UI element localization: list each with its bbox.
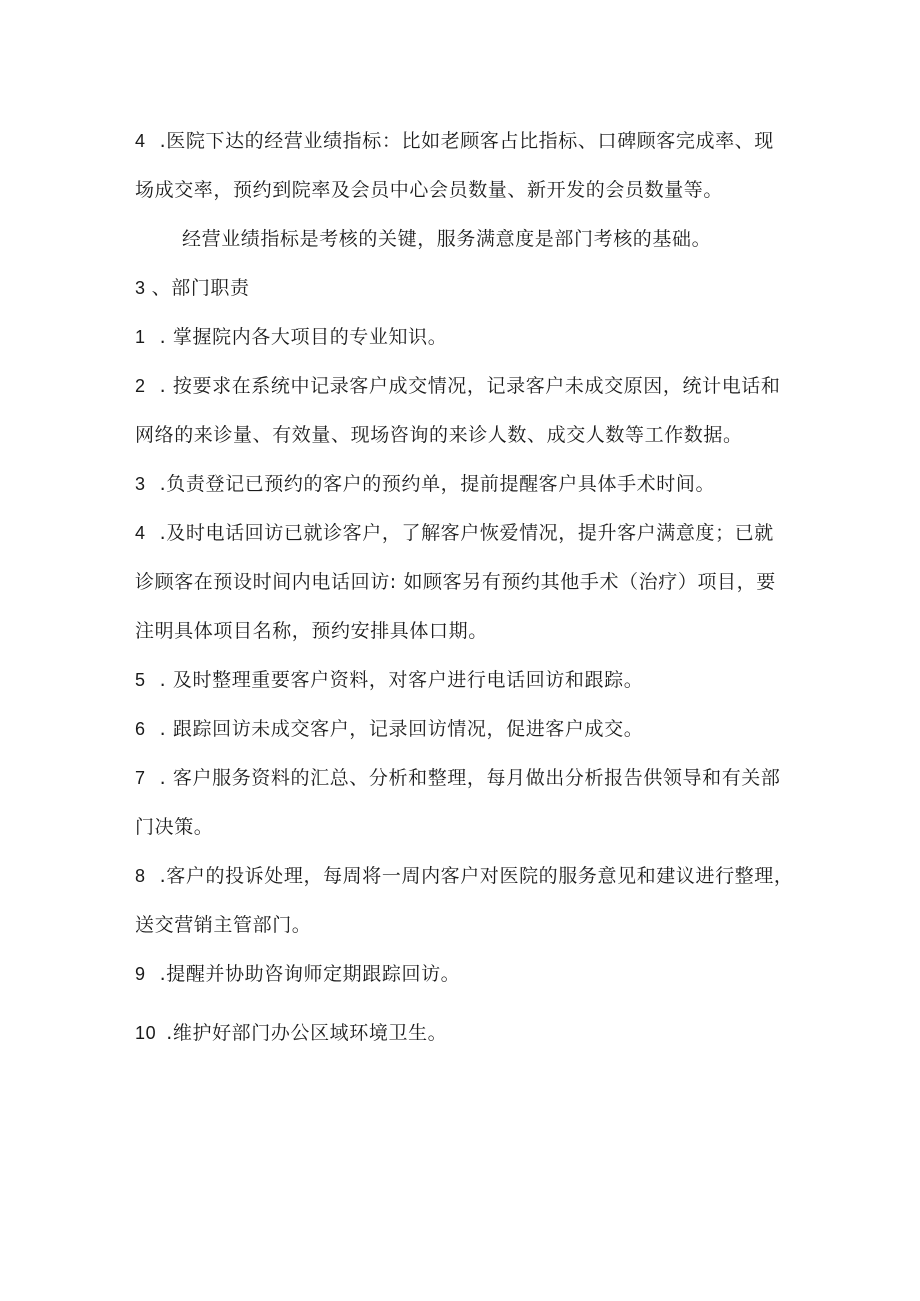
item-number: 1 xyxy=(135,327,146,347)
item-text: .负责登记已预约的客户的预约单，提前提醒客户具体手术时间。 xyxy=(159,473,716,495)
duty-item-4 xyxy=(135,520,774,546)
item-number: 4 xyxy=(135,131,146,151)
duty-item-5 xyxy=(135,667,643,693)
item-text: . 掌握院内各大项目的专业知识。 xyxy=(159,326,448,348)
heading-text: 、部门职责 xyxy=(151,277,250,299)
duty-item-2-cont: 网络的来诊量、有效量、现场咨询的来诊人数、成交人数等工作数据。 xyxy=(135,424,743,446)
item-text: .及时电话回访已就诊客户，了解客户恢爱情况，提升客户满意度；已就 xyxy=(159,522,774,544)
item-number: 2 xyxy=(135,376,146,396)
item-number: 5 xyxy=(135,670,146,690)
duty-item-9 xyxy=(135,961,460,987)
summary-line: 经营业绩指标是考核的关键，服务满意度是部门考核的基础。 xyxy=(182,228,712,250)
duty-item-4-cont-2: 注明具体项目名称，预约安排具体口期。 xyxy=(135,620,488,642)
item-number: 8 xyxy=(135,866,146,886)
heading-number: 3 xyxy=(135,278,146,298)
item-number: 7 xyxy=(135,768,146,788)
item-text: .客户的投诉处理，每周将一周内客户对医院的服务意见和建议进行整理， xyxy=(159,865,794,887)
section-heading xyxy=(135,275,250,301)
item-text: . 跟踪回访未成交客户，记录回访情况，促进客户成交。 xyxy=(159,718,644,740)
paragraph-4-line-2: 场成交率，预约到院率及会员中心会员数量、新开发的会员数量等。 xyxy=(135,179,724,201)
duty-item-7 xyxy=(135,765,781,791)
item-text: .医院下达的经营业绩指标：比如老顾客占比指标、口碑顾客完成率、现 xyxy=(159,130,774,152)
duty-item-7-cont: 门决策。 xyxy=(135,816,214,838)
item-text: . 按要求在系统中记录客户成交情况，记录客户未成交原因，统计电话和 xyxy=(159,375,781,397)
paragraph-4-line-1 xyxy=(135,128,774,154)
item-number: 6 xyxy=(135,719,146,739)
item-text: . 客户服务资料的汇总、分析和整理，每月做出分析报告供领导和有关部 xyxy=(159,767,781,789)
item-text: . 及时整理重要客户资料，对客户进行电话回访和跟踪。 xyxy=(159,669,644,691)
duty-item-6 xyxy=(135,716,643,742)
item-number: 3 xyxy=(135,474,146,494)
duty-item-4-cont-1: 诊顾客在预设时间内电话回访: 如顾客另有预约其他手术（治疗）项目，要 xyxy=(135,571,776,593)
duty-item-3 xyxy=(135,471,715,497)
item-text: .维护好部门办公区域环境卫生。 xyxy=(166,1022,448,1044)
duty-item-8 xyxy=(135,863,793,889)
item-number: 10 xyxy=(135,1023,157,1043)
item-number: 9 xyxy=(135,964,146,984)
item-text: .提醒并协助咨询师定期跟踪回访。 xyxy=(159,963,461,985)
duty-item-10 xyxy=(135,1020,447,1046)
item-number: 4 xyxy=(135,523,146,543)
duty-item-8-cont: 送交营销主管部门。 xyxy=(135,914,312,936)
duty-item-2 xyxy=(135,373,781,399)
duty-item-1 xyxy=(135,324,447,350)
